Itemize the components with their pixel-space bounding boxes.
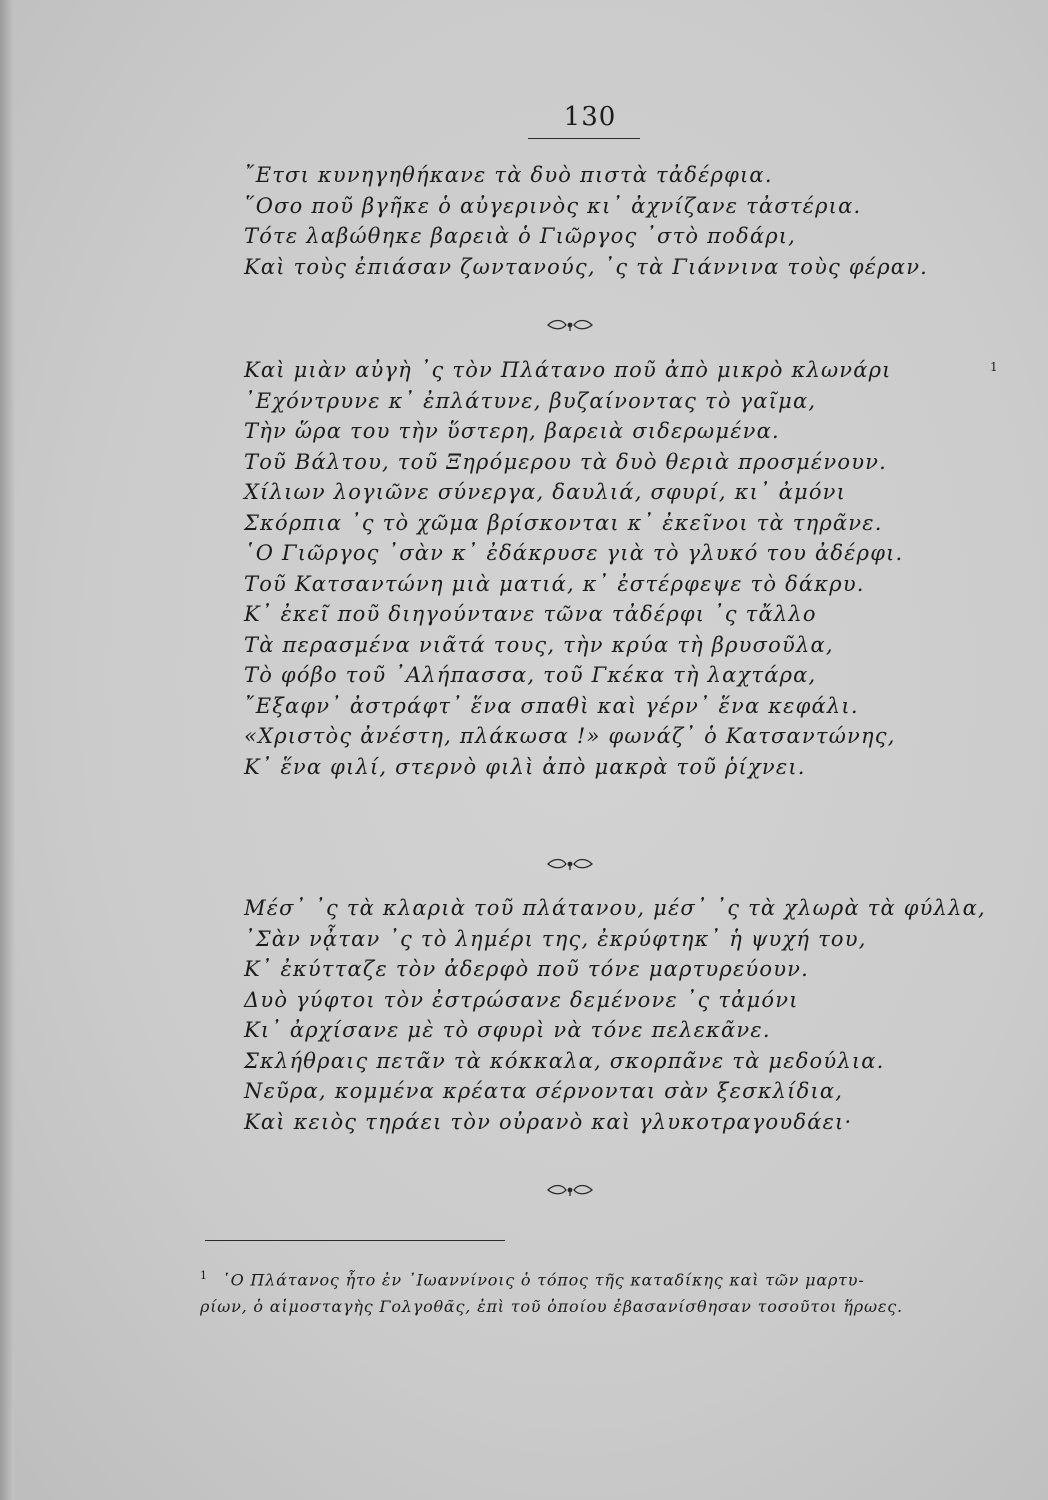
page-number-rule <box>528 138 640 139</box>
verse-line: Σκλήθραις πετᾶν τὰ κόκκαλα, σκορπᾶνε τὰ μεδούλια. <box>244 1048 885 1073</box>
verse-line: Χίλιων λογιῶνε σύνεργα, δαυλιά, σφυρί, κι᾿ ἀμόνι <box>244 480 847 504</box>
ornament-divider-icon <box>540 1183 600 1197</box>
verse-line: Τοῦ Βάλτου, τοῦ Ξηρόμερου τὰ δυὸ θεριὰ προσμένουν. <box>244 449 887 474</box>
page-number: 130 <box>563 102 617 132</box>
verse-line: Τὴν ὥρα του τὴν ὕστερη, βαρειὰ σιδερωμένα. <box>244 419 780 443</box>
verse-line: Κ᾿ ἐκεῖ ποῦ διηγούντανε τῶνα τἀδέρφι ᾿ς τἄλλο <box>244 602 817 626</box>
verse-line: ᾿Εχόντρυνε κ᾿ ἐπλάτυνε, βυζαίνοντας τὸ γαῖμα, <box>244 388 817 413</box>
stanza-2 <box>244 355 1004 782</box>
verse-line: Καὶ τοὺς ἐπιάσαν ζωντανούς, ᾿ς τὰ Γιάννινα τοὺς φέραν. <box>244 254 929 279</box>
verse-line: Καὶ κειὸς τηράει τὸν οὐρανὸ καὶ γλυκοτραγουδάει· <box>244 1109 853 1134</box>
verse-line: Καὶ μιὰν αὐγὴ ᾿ς τὸν Πλάτανο ποῦ ἀπὸ μικρὸ κλωνάρι <box>244 358 892 382</box>
verse-line: Τὸ φόβο τοῦ ᾿Αλήπασσα, τοῦ Γκέκα τὴ λαχτάρα, <box>244 663 817 687</box>
verse-line: Τὰ περασμένα νιᾶτά τους, τὴν κρύα τὴ βρυσοῦλα, <box>244 632 834 657</box>
verse-line: ῾Ο Γιῶργος ᾿σὰν κ᾿ ἐδάκρυσε γιὰ τὸ γλυκό του ἀδέρφι. <box>244 541 904 565</box>
footnote-rule <box>205 1240 505 1241</box>
footnote-reference: 1 <box>990 360 998 374</box>
stanza-3 <box>244 893 1004 1137</box>
verse-line: ᾿Σὰν νᾆταν ᾿ς τὸ λημέρι της, ἐκρύφτηκ᾿ ἡ ψυχή του, <box>244 926 867 951</box>
footnote-text: ῾Ο Πλάτανος ἦτο ἐν ᾿Ιωαννίνοις ὁ τόπος τῆς καταδίκης καὶ τῶν μαρτυ- <box>221 1270 865 1290</box>
verse-line: Τότε λαβώθηκε βαρειὰ ὁ Γιῶργος ᾿στὸ ποδάρι, <box>244 224 797 248</box>
verse-line: Κ᾿ ἐκύτταζε τὸν ἀδερφὸ ποῦ τόνε μαρτυρεύουν. <box>244 957 810 981</box>
footnote <box>200 1262 990 1320</box>
verse-line: Τοῦ Κατσαντώνη μιὰ ματιά, κ᾿ ἐστέρφεψε τὸ δάκρυ. <box>244 571 865 596</box>
verse-line: Δυὸ γύφτοι τὸν ἐστρώσανε δεμένονε ᾿ς τἀμόνι <box>244 987 799 1012</box>
ornament-divider-icon <box>540 318 600 332</box>
verse-line: Σκόρπια ᾿ς τὸ χῶμα βρίσκονται κ᾿ ἐκεῖνοι τὰ τηρᾶνε. <box>244 510 883 535</box>
page-edge <box>0 0 14 1500</box>
footnote-number: 1 <box>200 1269 208 1282</box>
verse-line: Νεῦρα, κομμένα κρέατα σέρνονται σὰν ξεσκλίδια, <box>244 1079 844 1103</box>
verse-line: ῞Οσο ποῦ βγῆκε ὁ αὐγερινὸς κι᾿ ἀχνίζανε τἀστέρια. <box>244 193 862 218</box>
footnote-line: ρίων, ὁ αἱμοσταγὴς Γολγοθᾶς, ἐπὶ τοῦ ὁποίου ἐβασανίσθησαν τοσοῦτοι ἥρωες. <box>200 1297 903 1317</box>
ornament-divider-icon <box>540 857 600 871</box>
verse-line: ῎Εξαφν᾿ ἀστράφτ᾿ ἕνα σπαθὶ καὶ γέρν᾿ ἕνα κεφάλι. <box>244 693 859 718</box>
verse-line: «Χριστὸς ἀνέστη, πλάκωσα !» φωνάζ᾿ ὁ Κατσαντώνης, <box>244 724 896 748</box>
verse-line: ῎Ετσι κυνηγηθήκανε τὰ δυὸ πιστὰ τἀδέρφια. <box>244 163 773 187</box>
verse-line: Κ᾿ ἕνα φιλί, στερνὸ φιλὶ ἀπὸ μακρὰ τοῦ ῥίχνει. <box>244 754 806 779</box>
stanza-1 <box>244 160 1004 282</box>
footnote-line <box>200 1262 990 1293</box>
verse-line: Μέσ᾿ ᾿ς τὰ κλαριὰ τοῦ πλάτανου, μέσ᾿ ᾿ς τὰ χλωρὰ τὰ φύλλα, <box>244 896 986 920</box>
verse-line: Κι᾿ ἀρχίσανε μὲ τὸ σφυρὶ νὰ τόνε πελεκᾶνε. <box>244 1018 771 1042</box>
